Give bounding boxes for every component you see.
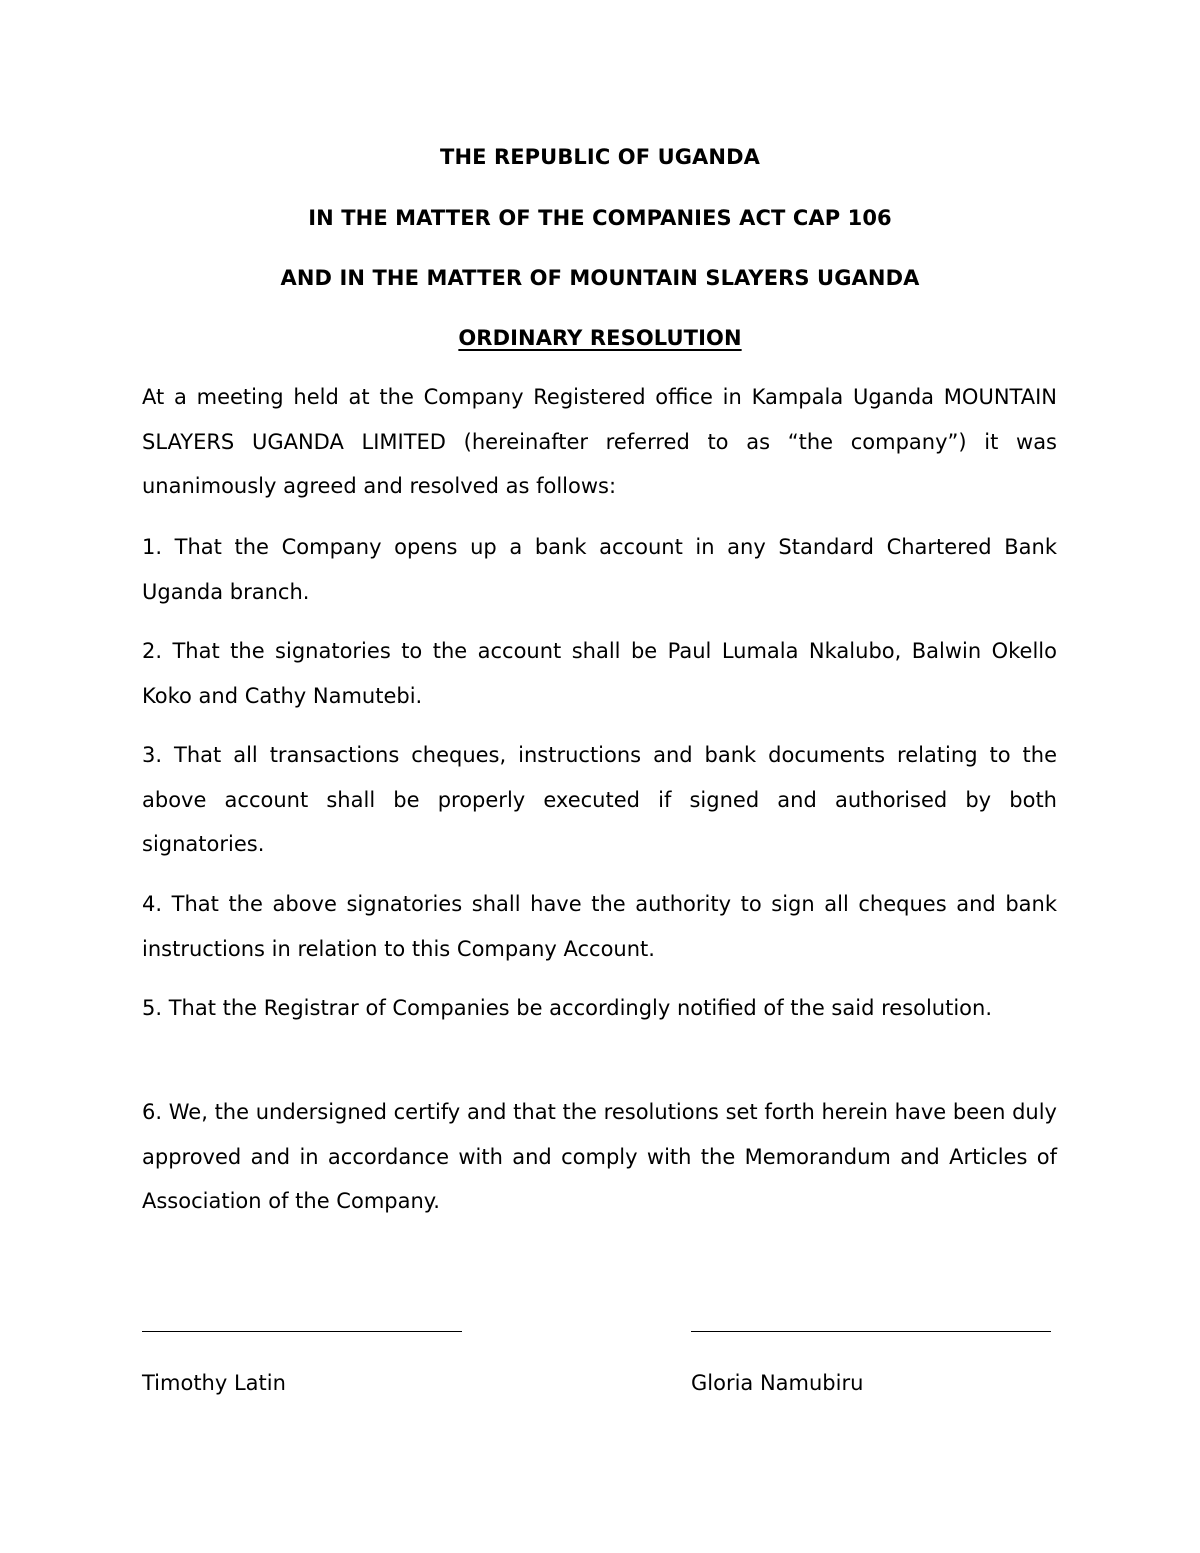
heading-company: AND IN THE MATTER OF MOUNTAIN SLAYERS UGANDA xyxy=(280,266,920,290)
resolution-item-4: 4. That the above signatories shall have the authority to sign all cheques and bank instructions in relation to this Company Account. xyxy=(142,892,1057,961)
intro-paragraph: At a meeting held at the Company Registered office in Kampala Uganda MOUNTAIN SLAYERS UGANDA LIMITED (hereinafter referred to as “the company”) it was unanimously agreed and resolved as follows: xyxy=(142,385,1057,498)
signature-line-left xyxy=(142,1331,462,1332)
signatory-name-right: Gloria Namubiru xyxy=(691,1371,864,1395)
resolution-item-3: 3. That all transactions cheques, instructions and bank documents relating to the above account shall be properly executed if signed and authorised by both signatories. xyxy=(142,743,1057,856)
resolution-item-5: 5. That the Registrar of Companies be accordingly notified of the said resolution. xyxy=(142,996,992,1020)
resolution-title: ORDINARY RESOLUTION xyxy=(458,326,742,350)
heading-act: IN THE MATTER OF THE COMPANIES ACT CAP 106 xyxy=(308,206,892,230)
resolution-item-2: 2. That the signatories to the account shall be Paul Lumala Nkalubo, Balwin Okello Koko and Cathy Namutebi. xyxy=(142,639,1057,708)
heading-country: THE REPUBLIC OF UGANDA xyxy=(440,145,760,169)
resolution-item-6: 6. We, the undersigned certify and that the resolutions set forth herein have been duly approved and in accordance with and comply with the Memorandum and Articles of Association of the Company. xyxy=(142,1100,1057,1213)
resolution-item-1: 1. That the Company opens up a bank account in any Standard Chartered Bank Uganda branch. xyxy=(142,535,1057,604)
signatory-name-left: Timothy Latin xyxy=(142,1371,286,1395)
signature-line-right xyxy=(691,1331,1051,1332)
